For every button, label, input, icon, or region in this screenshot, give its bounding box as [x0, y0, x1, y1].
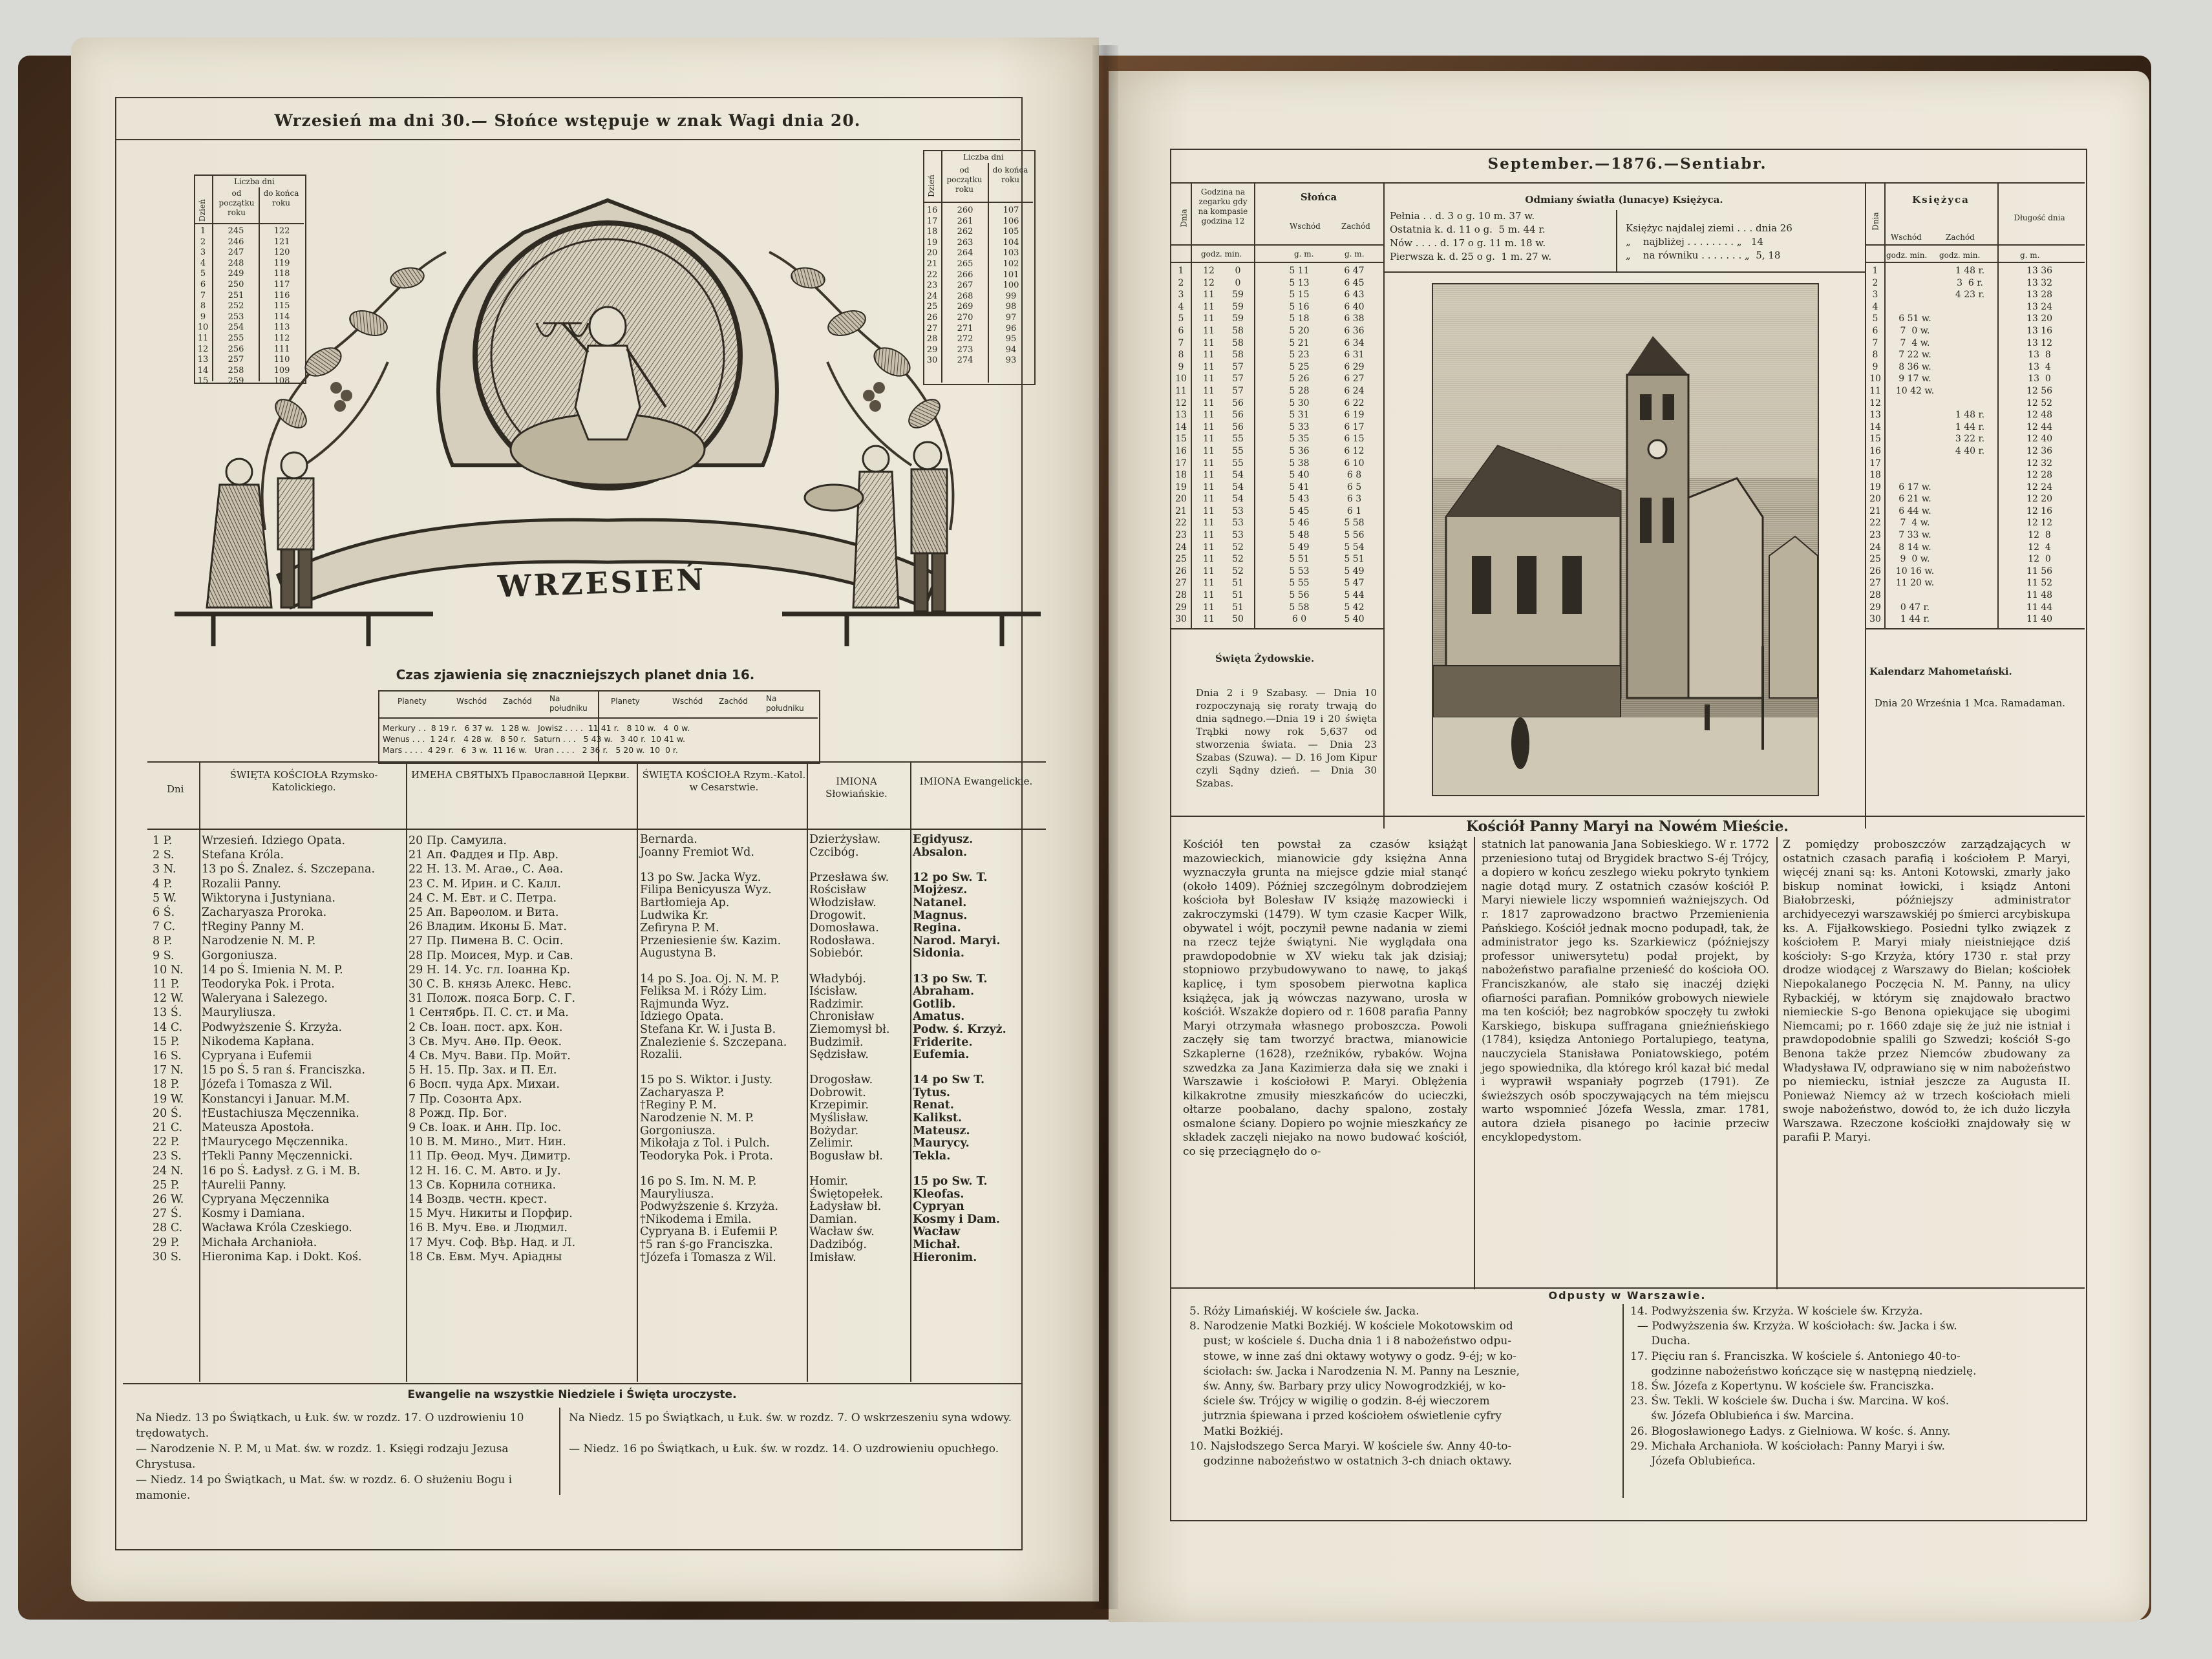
days-count-right-title: Liczba dni — [963, 153, 1004, 162]
rule — [1170, 244, 1383, 246]
left-page-header: Wrzesień ma dni 30.— Słońce wstępuje w znak Wagi dnia 20. — [274, 111, 861, 130]
moon-rise-header: Wschód — [1891, 233, 1922, 242]
days-count-left-from: 245 246 247 248 249 250 251 252 253 254 255 256 257 258 259 — [228, 226, 244, 386]
calendar-ru-column: 20 Пр. Самуила. 21 Ап. Фаддея и Пр. Авр. 22 Н. 13. М. Агаѳ., С. Аѳа. 23 С. М. Ирин. и С. Калл. 24 С. М. Евт. и С. Петра. 25 Ап. Варѳолом. и Вита. 26 Владим. Иконы Б. Мат. 27 Пр. Пимена В. С. Осіп. 28 Пр. Моисея, Мур. и Сав. 29 Н. 14. Ус. гл. Іоанна Кр. 30 С. В. князь Алекс. Невс. 31 Полож. пояса Богр. С. Г. 1 Сентябрь. П. С. ст. и Ма. 2 Св. Іоан. пост. арх. Кон. 3 Св. Муч. Анѳ. Пр. Ѳеок. 4 Св. Муч. Вави. Пр. Мойт. 5 Н. 15. Пр. Зах. и П. Ел. 6 Восп. чуда Арх. Михаи. 7 Пр. Созонта Арх. 8 Рожд. Пр. Бог. 9 Св. Іоак. и Анн. Пр. Іос. 10 В. М. Мино., Мит. Нин. 11 Пр. Ѳеод. Муч. Димитр. 12 Н. 16. С. М. Авто. и Ју. 13 Св. Корнила сотника. 14 Воздв. честн. крест. 15 Муч. Никиты и Порфир. 16 В. Муч. Евѳ. и Людмил. 17 Муч. Соф. Вѣр. Над. и Л. 18 Св. Евм. Муч. Аріадны — [409, 834, 576, 1263]
rule — [1776, 837, 1778, 1289]
moon-distance-list: Księżyc najdalej ziemi . . . dnia 26 „ najbliżej . . . . . . . . „ 14 „ na równiku . . . . . . . „ 5, 18 — [1626, 222, 1792, 261]
planets-header-6: Wschód — [672, 697, 703, 706]
days-count-left-day-header: Dzień — [197, 199, 207, 222]
jewish-holidays-title: Święta Żydowskie. — [1215, 653, 1315, 664]
days-count-right-col2: do końca roku — [992, 165, 1028, 184]
days-count-right-days: 16 17 18 19 20 21 22 23 24 25 26 27 28 29 30 — [926, 206, 938, 366]
col-header-ru: ИМЕНА СВЯТЫХЪ Православной Церкви. — [411, 769, 630, 781]
article-top-rule — [1170, 816, 2085, 817]
rule — [807, 761, 808, 1382]
odpusty-title: Odpusty w Warszawie. — [1548, 1289, 1707, 1302]
article-column-3: Z pomiędzy proboszczów zarządzających w ostatnich czasach parafią i kościołem P. Maryi, więcéj znani są: ks. Antoni Kotowski, zmarły jako biskup nominat łowicki, i ksiądz Antoni Białobrzeski, późniejszy administrator archidyecezyi warszawskiéj po śmierci arcybiskupa ks. A. Fijałkowskiego. Posiedni tylko związek z kościołem P. Maryi miały nieistniejące dziś kościoły: S-go Krzyża, który 1730 r. stał przy drodze wiodącej z Warszawy do Bielan; kościołek Niepokalanego Poczęcia N. M. Panny, na ulicy Rybackiéj, w którym się znajdowało bractwo niemieckie S-go Benona opiekujące się ubogimi Niemcami; po r. 1660 zdaje się że już nie istniał i prawdopodobnie spalili go Szwedzi; kościół S-go Benona także przez Niemców zbudowany za Władysława IV, odprawiano się w nim nabożeństwo po niemiecku, istniał jeszcze za Augusta II. Ponieważ Niemcy aż w trzech kościołach mieli swoje nabożeństwo, dowód to, że ich dużo liczyła Warszawa. Rzeczone kościołki znajdowały się w parafii P. Maryi. — [1783, 838, 2070, 1145]
rule — [559, 1408, 560, 1495]
sun-rise-column: 5 11 5 13 5 15 5 16 5 18 5 20 5 21 5 23 5 25 5 26 5 28 5 30 5 31 5 33 5 35 5 36 5 38 5 40 5 41 5 43 5 45 5 46 5 48 5 49 5 51 5 53 5 55 5 56 5 58 6 0 — [1289, 266, 1310, 625]
rule — [1865, 262, 2085, 263]
rule — [637, 761, 638, 1382]
moon-set-unit: godz. min. — [1939, 251, 1981, 260]
rule — [199, 761, 200, 1382]
col-header-ew: IMIONA Ewangelickie. — [919, 776, 1033, 787]
moon-rise-unit: godz. min. — [1886, 251, 1928, 260]
article-title: Kościół Panny Maryi na Nowém Mieście. — [1466, 818, 1789, 835]
planets-header-1: Planety — [398, 697, 427, 706]
sun-rise-header: Wschód — [1290, 222, 1321, 231]
gospels-top-rule — [123, 1383, 1021, 1384]
rule — [1622, 1304, 1624, 1498]
days-count-left-title: Liczba dni — [234, 177, 275, 186]
sun-set-unit: g. m. — [1345, 249, 1365, 259]
days-count-right-from: 260 261 262 263 264 265 266 267 268 269 270 271 272 273 274 — [957, 206, 973, 366]
sun-day-column: 1 2 3 4 5 6 7 8 9 10 11 12 13 14 15 16 17 18 19 20 21 22 23 24 25 26 27 28 29 30 — [1175, 266, 1187, 625]
planets-header-3: Zachód — [503, 697, 532, 706]
day-length-header: Długość dnia — [2014, 213, 2065, 222]
rule — [1170, 262, 1383, 263]
gospels-left-text: Na Niedz. 13 po Świątkach, u Łuk. św. w rozdz. 17. O uzdrowieniu 10 trędowatych. — Narodzenie N. P. M, u Mat. św. w rozdz. 1. Księgi rodzaju Jezusa Chrystusa. — Niedz. 14 po Świątkach, u Mat. św. w rozdz. 6. O służeniu Bogu i mamonie. — [136, 1411, 524, 1502]
planets-title: Czas zjawienia się znaczniejszych planet dnia 16. — [396, 667, 755, 682]
planets-header-8: Na południku — [766, 694, 804, 713]
planets-header-7: Zachód — [719, 697, 748, 706]
col-header-days: Dni — [167, 783, 184, 795]
article-column-2: statnich lat panowania Jana Sobieskiego. W r. 1772 przeniesiono tutaj od Brygidek bractwo S-éj Trójcy, a dopiero w końcu zeszłego wieku pokryto tynkiem nagie dotąd mury. Z ostatnich czasów kościół P. Maryi niewiele liczy wspomnień ważniejszych. Od r. 1817 zaprowadzono bractwo Przemienienia Pańskiego. Kościół jednak mocno podupadł, tak, że administrator jego ks. Szarkiewicz (późniejszy professor uniwersytetu) podał projekt, by nabożeństwo parafialne przenieść do kościoła OO. Franciszkanów, ale stało się inaczéj dzięki ofiarności parafian. Pomników grobowych niewiele ma ten kościół; bez nagrobków spoczęły tu zwłoki Karskiego, biskupa suffragana gnieźnieńskiego (1784), księdza Antoniego Portalupiego, teatyna, nauczyciela Stanisława Poniatowskiego, potém jego spowiednika, dla którego król kazał bić medal i wyprawił wspaniały pogrzeb (1791). Ze świeższych osób spoczywających na tém miejscu warto wspomnieć Józefa Wessla, zmar. 1781, autora dzieła pisanego po łacinie przeciw encyklopedystom. — [1482, 838, 1769, 1145]
moon-header: Księżyca — [1912, 194, 1970, 206]
col-header-rkc: ŚWIĘTA KOŚCIOŁA Rzym.-Katol. w Cesarstwie. — [642, 769, 806, 793]
article-column-1: Kościół ten powstał za czasów książąt mazowieckich, mianowicie gdy księżna Anna wyznaczyła grunta na miejsce gdzie miał stanąć (około 1409). Później szczególnym dobrodziejem kościoła był Bolesław IV książę mazowiecki i zakroczymski (1479). W tym czasie Kacper Wilk, obywatel i wójt, poczynił pewne nadania w ziemi na rzecz tejże świątyni. Nie wyglądała ona prawdopodobnie w XV wieku tak jak dzisiaj; stopniowo przybudowywano to nawę, to jakąś kaplicę, i tym sposobem pierwotna kaplica książęca, jak ją wówczas nazywano, urosła w kościół. Wszakże dopiero od r. 1608 parafia Panny Maryi otrzymała własnego proboszcza. Powoli zaczęły się tam tworzyć bractwa, mianowicie Szkaplerne (1628), rzeźników, rybaków. Wojna szwedzka za Jana Kazimierza dała się we znaki i Warszawie i kościołowi P. Maryi. Oblężenia kilkakrotne zmusiły mieszkańców do ucieczki, ołtarze poobalano, dachy spalono, zostały osmalone ściany. Dopiero po wojnie mieszkańcy ze składek zaczęli niejako na nowo budować kościół, co się przeciągnęło do o- — [1183, 838, 1467, 1159]
col-header-rk: ŚWIĘTA KOŚCIOŁA Rzymsko-Katolickiego. — [229, 769, 378, 793]
day-length-unit: g. m. — [2020, 251, 2040, 260]
rule — [1865, 628, 2085, 629]
gospels-right-text: Na Niedz. 15 po Świątkach, u Łuk. św. w rozdz. 7. O wskrzeszeniu syna wdowy. — Niedz. 16 po Świątkach, u Łuk. św. w rozdz. 14. O uzdrowieniu opuchłego. — [569, 1411, 1012, 1455]
rule — [1254, 182, 1255, 628]
rule — [406, 761, 407, 1382]
planets-header-5: Planety — [611, 697, 640, 706]
moon-set-header: Zachód — [1946, 233, 1975, 242]
moon-rise-column: 6 51 w. 7 0 w. 7 4 w. 7 22 w. 8 36 w. 9 17 w. 10 42 w. 6 17 w. 6 21 w. 6 44 w. 7 4 w. 7 33 w. 8 14 w. 9 0 w. 10 16 w. 11 20 w. 0 47 r. 1 44 r. — [1895, 313, 1935, 625]
days-count-left-col1: od początku roku — [218, 189, 255, 217]
sun-day-header: Dnia — [1179, 209, 1189, 227]
header-rule — [115, 139, 1020, 140]
days-count-left-days: 1 2 3 4 5 6 7 8 9 10 11 12 13 14 15 — [197, 226, 209, 386]
col-header-sl: IMIONA Słowiańskie. — [825, 776, 888, 799]
moon-phases-list: Pełnia . . d. 3 o g. 10 m. 37 w. Ostatnia k. d. 11 o g. 5 m. 44 r. Nów . . . . d. 17 o g. 11 m. 18 w. Pierwsza k. d. 25 o g. 1 m. 27 w. — [1390, 210, 1552, 262]
book-gutter — [1092, 45, 1118, 1609]
moon-set-column: 1 48 r. 3 6 r. 4 23 r. 1 48 r. 1 44 r. 3 22 r. 4 40 r. — [1955, 266, 1985, 456]
muslim-calendar-text: Dnia 20 Września 1 Mca. Ramadaman. — [1875, 697, 2066, 709]
rule — [1997, 182, 1999, 628]
calendar-rk-column: Wrzesień. Idziego Opata. Stefana Króla. 13 po Ś. Znalez. ś. Szczepana. Rozalii Panny. Wiktoryna i Justyniana. Zacharyasza Proroka. †Reginy Panny M. Narodzenie N. M. P. Gorgoniusza. 14 po Ś. Imienia N. M. P. Teodoryka Pok. i Prota. Waleryana i Salezego. Mauryliusza. Podwyższenie Ś. Krzyża. Nikodema Kapłana. Cypryana i Eufemii 15 po Ś. 5 ran ś. Franciszka. Józefa i Tomasza z Wil. Konstancyi i Januar. M.M. †Eustachiusza Męczennika. Mateusza Apostoła. †Maurycego Męczennika. †Tekli Panny Męczennicki. 16 po Ś. Ładysł. z G. i M. B. †Aurelii Panny. Cypryana Męczennika Kosmy i Damiana. Wacława Króla Czeskiego. Michała Archanioła. Hieronima Kap. i Dokt. Koś. — [202, 834, 376, 1263]
days-count-left-col2: do końca roku — [263, 189, 299, 207]
sun-rise-unit: g. m. — [1294, 249, 1314, 259]
odpusty-left-list: 5. Róży Limańskiéj. W kościele św. Jacka. 8. Narodzenie Matki Bozkiéj. W kościele Mokotowskim od pust; w kościele ś. Ducha dnia 1 i 8 nabożeństwo odpu- stowe, w inne zaś dni oktawy wotywy o godz. 9-éj; w ko- ściołach: św. Jacka i Narodzenia N. M. Panny na Lesznie, św. Anny, św. Barbary przy ulicy Nowogrodzkiéj, w ko- ściele św. Trójcy w wigilię o godzin. 8-éj wieczorem jutrznia śpiewana i przed kościołem oświetlenie cyfry Matki Bożkiéj. 10. Najsłodszego Serca Maryi. W kościele św. Anny 40-to- godzinne nabożeństwo w ostatnich 3-ch dniach oktawy. — [1189, 1305, 1520, 1468]
calendar-sl-column: Dzierżysław. Czcibóg. Przesława św. Rościsław Włodzisław. Drogowit. Domosława. Rodosława. Sobiebór. Władybój. Iścisław. Radzimir. Chronisław Ziemomysł bł. Budzimił. Sędzisław. Drogosław. Dobrowit. Krzepimir. Myślisław. Bożydar. Zelimir. Bogusław bł. Homir. Świętopełek. Ładysław bł. Damian. Wacław św. Dadzibóg. Imisław. — [809, 833, 890, 1264]
right-page-header: September.—1876.—Sentiabr. — [1487, 155, 1767, 173]
sun-set-header: Zachód — [1341, 222, 1370, 231]
planets-header-4: Na południku — [549, 694, 588, 713]
calendar-days-column: 1 P. 2 S. 3 N. 4 P. 5 W. 6 Ś. 7 C. 8 P. 9 S. 10 N. 11 P. 12 W. 13 Ś. 14 C. 15 P. 16 S. 17 N. 18 P. 19 W. 20 Ś. 21 C. 22 P. 23 S. 24 N. 25 P. 26 W. 27 Ś. 28 C. 29 P. 30 S. — [153, 834, 184, 1263]
calendar-rkc-column: Bernarda. Joanny Fremiot Wd. 13 po Sw. Jacka Wyz. Filipa Benicyusza Wyz. Bartłomieja Ap. Ludwika Kr. Zefiryna P. M. Przeniesienie św. Kazim. Augustyna B. 14 po S. Joa. Oj. N. M. P. Feliksa M. i Róży Lim. Rajmunda Wyz. Idziego Opata. Stefana Kr. W. i Justa B. Znalezienie ś. Szczepana. Rozalii. 15 po S. Wiktor. i Justy. Zacharyasza P. †Reginy P. M. Narodzenie N. M. P. Gorgoniusza. Mikołaja z Tol. i Pulch. Teodoryka Pok. i Prota. 16 po S. Im. N. M. P. Mauryliusza. Podwyższenie ś. Krzyża. †Nikodema i Emila. Cypryana B. i Eufemii P. †5 ran ś-go Franciszka. †Józefa i Tomasza z Wil. — [640, 833, 787, 1264]
rule — [1474, 837, 1475, 1289]
days-count-right-to: 107 106 105 104 103 102 101 100 99 98 97 96 95 94 93 — [1003, 206, 1019, 366]
sun-noon-h-column: 12 12 11 11 11 11 11 11 11 11 11 11 11 11 11 11 11 11 11 11 11 11 11 11 11 11 11 11 11 11 — [1203, 266, 1215, 625]
odpusty-right-list: 14. Podwyższenia św. Krzyża. W kościele św. Krzyża. — Podwyższenia św. Krzyża. W kościołach: św. Jacka i św. Ducha. 17. Pięciu ran ś. Franciszka. W kościele ś. Antoniego 40-to- godzinne nabożeństwo kończące się w następną niedzielę. 18. Św. Józefa z Kopertynu. W kościele św. Franciszka. 23. Św. Tekli. W kościele św. Ducha i św. Marcina. W koś. św. Józefa Oblubieńca i św. Marcina. 26. Błogosławionego Ładys. z Gielniowa. W kośc. ś. Anny. 29. Michała Archanioła. W kościołach: Panny Maryi i św. Józefa Oblubieńca. — [1630, 1305, 1977, 1468]
rule — [1383, 271, 1865, 273]
days-count-left-to: 122 121 120 119 118 117 116 115 114 113 112 111 110 109 108 — [273, 226, 290, 386]
rule — [1616, 210, 1617, 271]
sun-set-column: 6 47 6 45 6 43 6 40 6 38 6 36 6 34 6 31 6 29 6 27 6 24 6 22 6 19 6 17 6 15 6 12 6 10 6 8 6 5 6 3 6 1 5 58 5 56 5 54 5 51 5 49 5 47 5 44 5 42 5 40 — [1344, 266, 1365, 625]
sun-noon-header: Godzina na zegarku gdy na kompasie godzina 12 — [1198, 187, 1248, 226]
header-rule — [1170, 182, 2085, 184]
sun-noon-m-column: 0 0 59 59 59 58 58 58 57 57 57 56 56 56 55 55 55 54 54 54 53 53 53 52 52 52 51 51 51 50 — [1232, 266, 1244, 625]
jewish-holidays-text: Dnia 2 i 9 Szabasy. — Dnia 10 rozpoczynają się roraty trwają do dnia sądnego.—Dnia 19 i 20 święta Trąbki nowy rok 5,637 od stworzenia świata. — Dnia 23 Szabas (Szuwa). — D. 16 Jom Kipur czyli Sądny dzień. — Dnia 30 Szabas. — [1196, 687, 1377, 789]
moon-phases-title: Odmiany światła (lunacye) Księżyca. — [1525, 194, 1723, 206]
church-engraving-svg — [1433, 284, 1818, 795]
rule — [1383, 182, 1385, 829]
days-count-right-col1: od początku roku — [946, 165, 983, 194]
rule — [1170, 628, 1383, 629]
sun-noon-unit: godz. min. — [1201, 249, 1242, 259]
planets-rows: Merkury . . 8 19 r. 6 37 w. 1 28 w. Jowisz . . . . 11 41 r. 8 10 w. 4 0 w. Wenus . . . 1 24 r. 4 28 w. 8 50 r. Saturn . . . 5 43 w. 3 40 r. 10 41 w. Mars . . . . 4 29 r. 6 3 w. 11 16 w. Uran . . . . 2 36 r. 5 20 w. 10 0 r. — [383, 723, 690, 755]
days-count-right-day-header: Dzień — [926, 174, 936, 197]
church-engraving — [1432, 283, 1819, 796]
moon-day-column: 1 2 3 4 5 6 7 8 9 10 11 12 13 14 15 16 17 18 19 20 21 22 23 24 25 26 27 28 29 30 — [1869, 266, 1881, 625]
moon-day-header: Dnia — [1871, 212, 1880, 231]
sun-header: Słońca — [1300, 191, 1337, 203]
planets-header-2: Wschód — [456, 697, 487, 706]
muslim-calendar-title: Kalendarz Mahometański. — [1869, 666, 2012, 677]
day-length-column: 13 36 13 32 13 28 13 24 13 20 13 16 13 12 13 8 13 4 13 0 12 56 12 52 12 48 12 44 12 40 12 36 12 32 12 28 12 24 12 20 12 16 12 12 12 8 12 4 12 0 11 56 11 52 11 48 11 44 11 40 — [2026, 266, 2053, 625]
rule — [910, 761, 911, 1382]
calendar-ew-column: Egidyusz. Absalon. 12 po Sw. T. Mojżesz. Natanel. Magnus. Regina. Narod. Maryi. Sidonia. 13 po Sw. T. Abraham. Gotlib. Amatus. Podw. ś. Krzyż. Friderite. Eufemia. 14 po Sw T. Tytus. Renat. Kalikst. Mateusz. Maurycy. Tekla. 15 po Sw. T. Kleofas. Cypryan Kosmy i Dam. Wacław Michał. Hieronim. — [913, 833, 1006, 1264]
rule — [1191, 182, 1192, 628]
gospels-title: Ewangelie na wszystkie Niedziele i Święta uroczyste. — [407, 1388, 737, 1401]
month-banner-title: WRZESIEŃ — [497, 562, 707, 604]
odpusty-top-rule — [1170, 1287, 2085, 1289]
rule — [1865, 244, 2085, 246]
